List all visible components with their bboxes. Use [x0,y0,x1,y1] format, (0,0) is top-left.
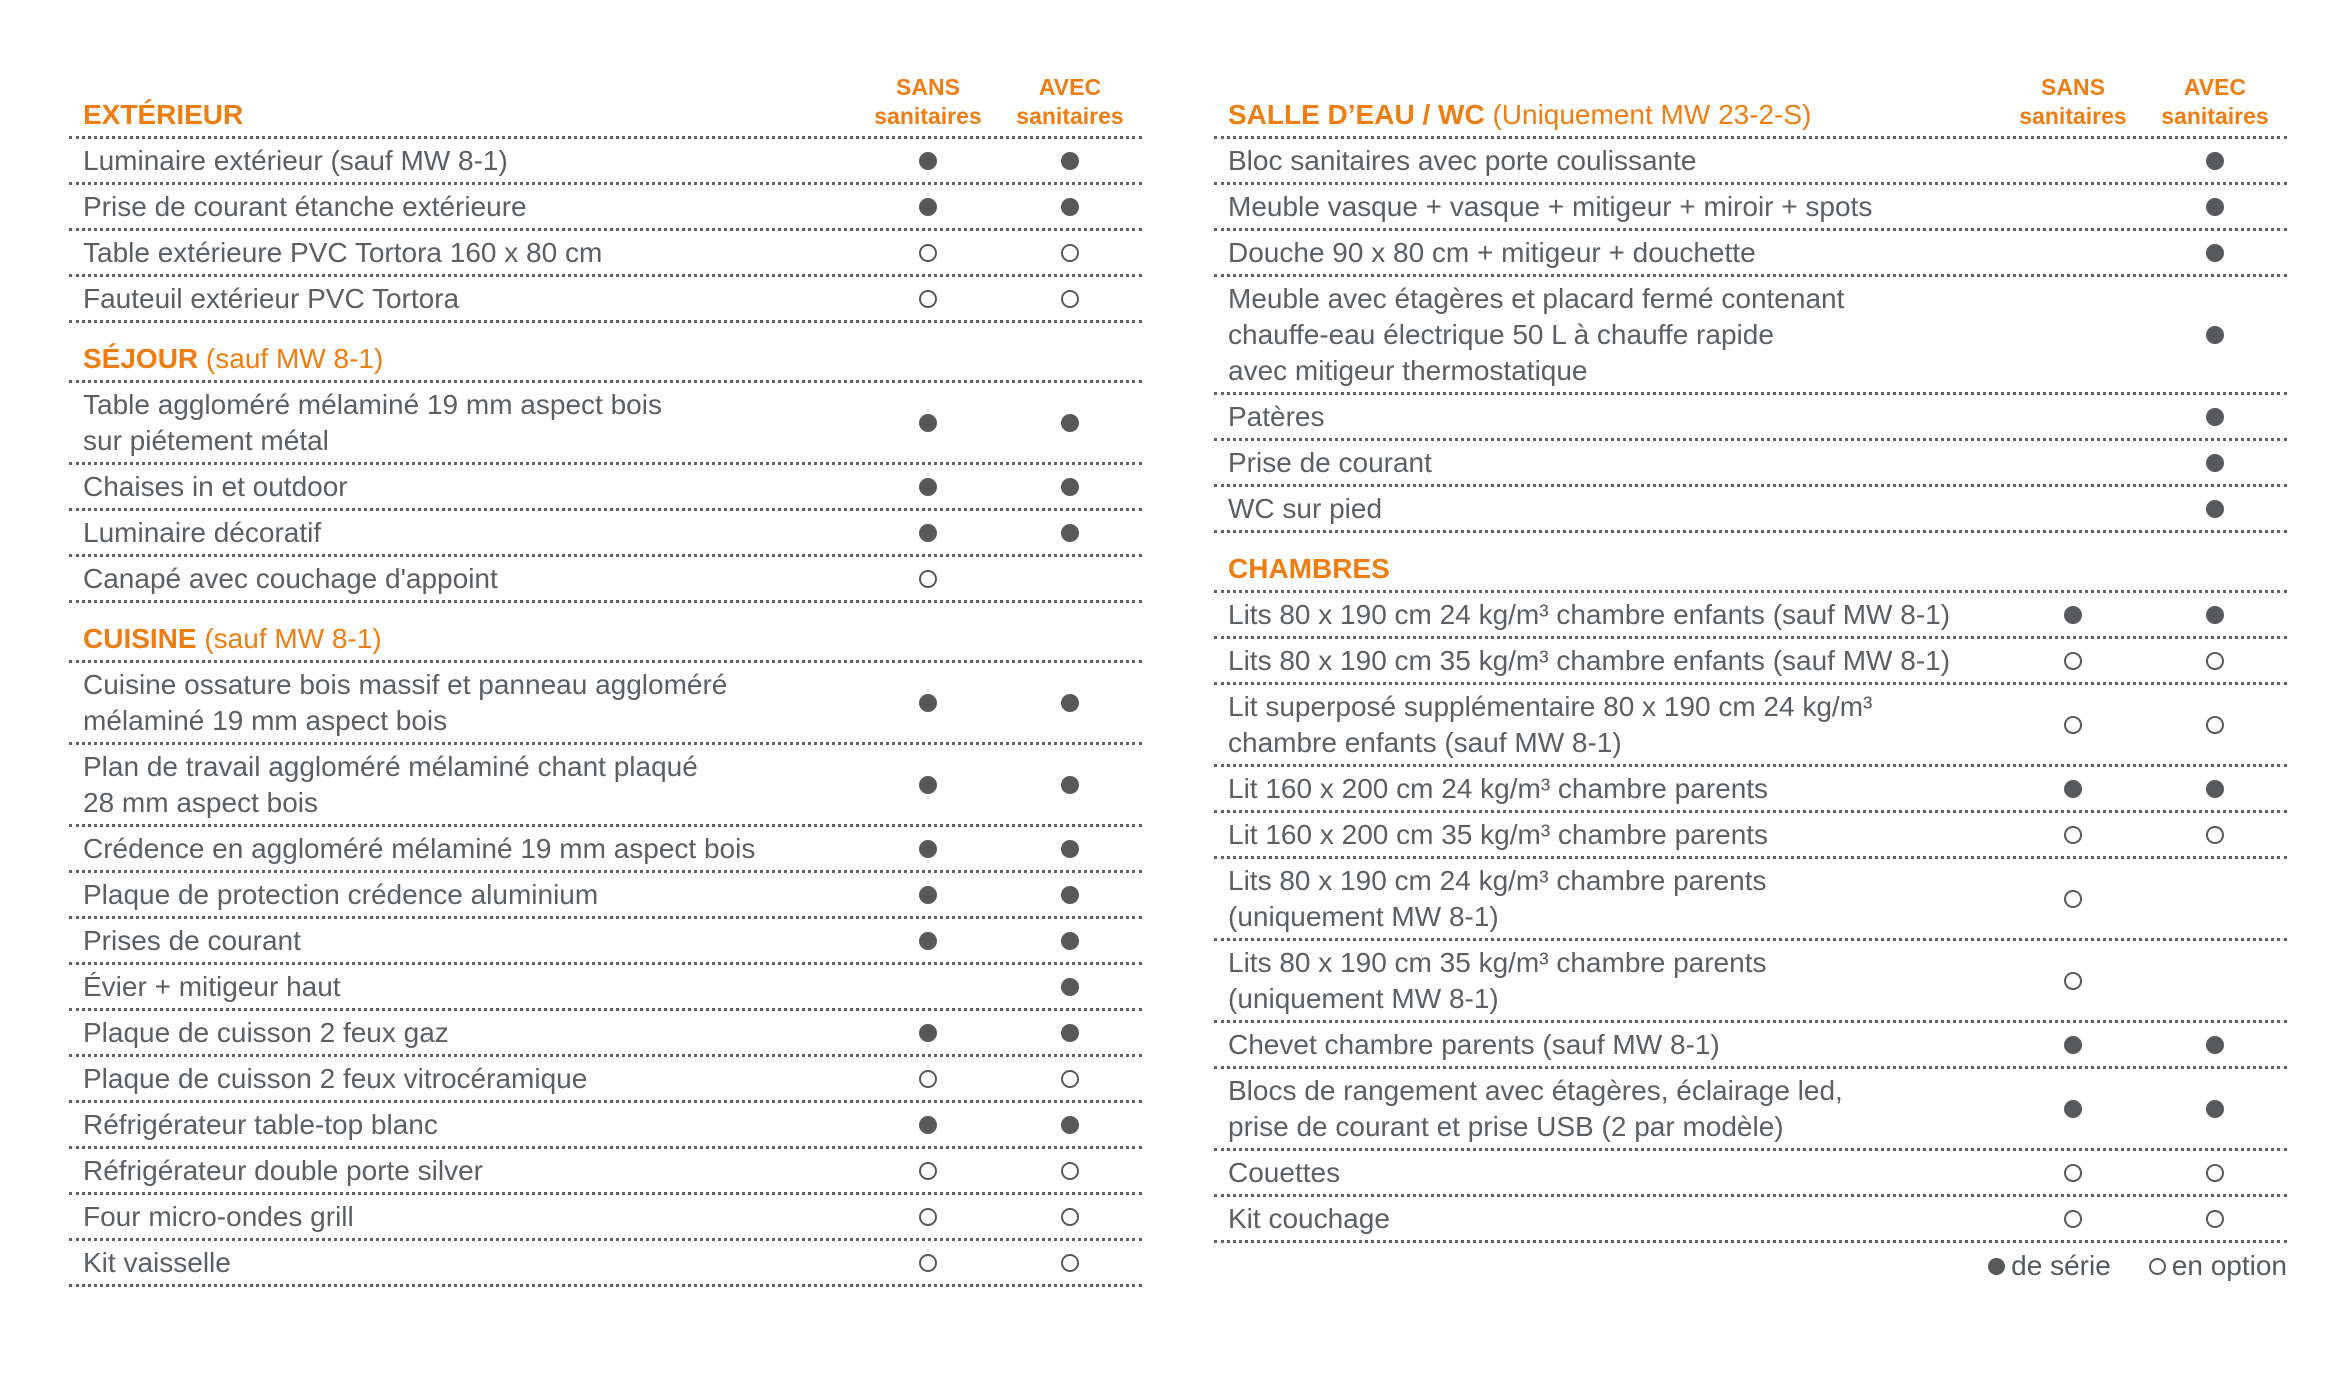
mark-sans [858,693,998,713]
column-header-avec [1000,73,1140,131]
row-label: Lits 80 x 190 cm 35 kg/m³ chambre parents (uniquement MW 8-1) [1228,946,1767,1014]
mark-avec [2145,453,2285,473]
row-label: Meuble vasque + vasque + mitigeur + miroir + spots [1228,190,1873,222]
row-label: Bloc sanitaires avec porte coulissante [1228,144,1697,176]
mark-avec [2145,1209,2285,1229]
mark-sans [2003,605,2143,625]
mark-sans [2003,1209,2143,1229]
mark-avec [2145,715,2285,735]
filled-dot-icon [1061,478,1079,496]
mark-avec [1000,931,1140,951]
table-row [69,1057,1142,1103]
hollow-dot-icon [2206,716,2224,734]
section-subtitle: (sauf MW 8-1) [196,623,382,654]
filled-dot-icon [919,198,937,216]
legend-option [2149,1250,2287,1282]
hollow-dot-icon [919,1208,937,1226]
column-header-sans-bottom: sanitaires [2019,103,2127,129]
filled-dot-icon [2064,1100,2082,1118]
hollow-dot-icon [1061,244,1079,262]
column-header-avec-top: AVEC [1038,74,1102,100]
filled-dot-icon [2064,606,2082,624]
mark-sans [858,243,998,263]
mark-sans [2003,1035,2143,1055]
filled-dot-icon [2206,1100,2224,1118]
hollow-dot-icon [2064,1164,2082,1182]
mark-sans [858,151,998,171]
table-row [1214,1023,2287,1069]
row-label: Luminaire extérieur (sauf MW 8-1) [83,144,508,176]
filled-dot-icon [1061,1116,1079,1134]
column-header-sans-bottom: sanitaires [874,103,982,129]
mark-sans [858,1161,998,1181]
filled-dot-icon [1061,776,1079,794]
filled-dot-icon [2206,198,2224,216]
hollow-dot-icon [2064,972,2082,990]
mark-avec [1000,1115,1140,1135]
row-label: Blocs de rangement avec étagères, éclairage led, prise de courant et prise USB (2 par modèle) [1228,1074,1843,1142]
mark-avec [1000,1207,1140,1227]
hollow-dot-icon [919,1162,937,1180]
filled-dot-icon [919,886,937,904]
mark-avec [1000,197,1140,217]
filled-dot-icon [1061,932,1079,950]
mark-avec [2145,325,2285,345]
hollow-dot-icon [919,570,937,588]
table-row [69,919,1142,965]
mark-sans [858,839,998,859]
hollow-dot-icon [919,1070,937,1088]
filled-dot-icon [2206,152,2224,170]
mark-avec [2145,651,2285,671]
row-label: Évier + mitigeur haut [83,970,341,1002]
table-row [69,465,1142,511]
filled-dot-icon [2206,500,2224,518]
mark-sans [858,289,998,309]
filled-dot-icon [1061,414,1079,432]
table-row [1214,593,2287,639]
filled-dot-icon [1061,524,1079,542]
row-label: Plaque de cuisson 2 feux gaz [83,1016,449,1048]
mark-sans [858,1023,998,1043]
filled-dot-icon [2206,780,2224,798]
mark-avec [1000,243,1140,263]
filled-dot-icon [2064,1036,2082,1054]
filled-dot-icon [919,478,937,496]
filled-dot-icon [1061,886,1079,904]
table-row [1214,941,2287,1023]
hollow-dot-icon [2064,826,2082,844]
row-label: Lit 160 x 200 cm 24 kg/m³ chambre parents [1228,772,1769,804]
column-header-avec-top: AVEC [2183,74,2247,100]
row-label: Chaises in et outdoor [83,470,348,502]
table-row [1214,185,2287,231]
mark-sans [2003,715,2143,735]
table-row [1214,395,2287,441]
table-row [69,185,1142,231]
legend-standard [1988,1250,2111,1282]
filled-dot-icon [919,414,937,432]
hollow-dot-icon [2206,826,2224,844]
table-row [69,1241,1142,1287]
hollow-dot-icon [2206,1210,2224,1228]
mark-sans [858,1207,998,1227]
table-row [69,1195,1142,1241]
filled-dot-icon [1061,152,1079,170]
filled-dot-icon [2206,244,2224,262]
mark-avec [1000,1161,1140,1181]
mark-avec [2145,499,2285,519]
table-row [69,277,1142,323]
table-row [1214,1069,2287,1151]
table-row [1214,685,2287,767]
column-header-sans-top: SANS [896,74,960,100]
section-subtitle: (Uniquement MW 23-2-S) [1484,99,1812,130]
row-label: Lit 160 x 200 cm 35 kg/m³ chambre parents [1228,818,1769,850]
hollow-dot-icon [919,244,937,262]
column-header-avec [2145,73,2285,131]
hollow-dot-icon [2149,1258,2166,1275]
mark-avec [1000,477,1140,497]
row-label: Prise de courant étanche extérieure [83,190,527,222]
section-header [69,70,1142,139]
filled-dot-icon [2064,780,2082,798]
hollow-dot-icon [1061,1162,1079,1180]
mark-avec [1000,693,1140,713]
mark-avec [2145,197,2285,217]
mark-avec [1000,839,1140,859]
mark-sans [2003,1099,2143,1119]
hollow-dot-icon [2064,652,2082,670]
section-title [1228,99,1811,131]
mark-sans [858,1069,998,1089]
legend [1988,1250,2287,1282]
mark-avec [2145,1163,2285,1183]
mark-avec [1000,1253,1140,1273]
filled-dot-icon [919,1116,937,1134]
mark-avec [1000,413,1140,433]
table-row [69,139,1142,185]
mark-sans [2003,971,2143,991]
table-row [1214,441,2287,487]
mark-sans [858,931,998,951]
row-label: Prises de courant [83,924,301,956]
mark-avec [2145,243,2285,263]
mark-sans [858,775,998,795]
hollow-dot-icon [1061,1070,1079,1088]
row-label: Réfrigérateur double porte silver [83,1154,483,1186]
row-label: Table aggloméré mélaminé 19 mm aspect bois sur piétement métal [83,388,662,456]
column-header-sans-top: SANS [2041,74,2105,100]
mark-sans [2003,825,2143,845]
table-row [1214,1151,2287,1197]
filled-dot-icon [2206,1036,2224,1054]
row-label: Kit couchage [1228,1202,1390,1234]
filled-dot-icon [919,524,937,542]
filled-dot-icon [1061,198,1079,216]
table-row [1214,639,2287,685]
table-row [69,663,1142,745]
filled-dot-icon [919,776,937,794]
mark-avec [1000,977,1140,997]
table-row [69,1011,1142,1057]
right-equipment-table [1214,70,2287,1243]
table-row [69,1103,1142,1149]
mark-sans [858,523,998,543]
section-title-text: SÉJOUR [83,343,199,374]
mark-sans [858,885,998,905]
mark-avec [2145,407,2285,427]
hollow-dot-icon [919,1254,937,1272]
filled-dot-icon [1061,978,1079,996]
section-title [1228,553,1390,585]
mark-sans [858,569,998,589]
mark-sans [858,413,998,433]
table-row [1214,767,2287,813]
section-header [1214,70,2287,139]
table-row [1214,139,2287,185]
hollow-dot-icon [2064,1210,2082,1228]
mark-sans [2003,651,2143,671]
mark-avec [1000,1069,1140,1089]
mark-avec [1000,151,1140,171]
mark-avec [1000,885,1140,905]
mark-avec [1000,775,1140,795]
section-header [69,603,1142,663]
row-label: Canapé avec couchage d'appoint [83,562,498,594]
table-row [69,557,1142,603]
table-row [1214,277,2287,395]
mark-avec [2145,605,2285,625]
filled-dot-icon [2206,454,2224,472]
row-label: Table extérieure PVC Tortora 160 x 80 cm [83,236,603,268]
section-header [69,323,1142,383]
filled-dot-icon [2206,326,2224,344]
table-row [69,965,1142,1011]
table-row [69,383,1142,465]
mark-sans [858,1253,998,1273]
row-label: Lits 80 x 190 cm 24 kg/m³ chambre parents (uniquement MW 8-1) [1228,864,1767,932]
hollow-dot-icon [2206,1164,2224,1182]
filled-dot-icon [919,932,937,950]
row-label: Lit superposé supplémentaire 80 x 190 cm 24 kg/m³ chambre enfants (sauf MW 8-1) [1228,690,1873,758]
table-row [69,1149,1142,1195]
filled-dot-icon [1061,694,1079,712]
mark-sans [858,477,998,497]
table-row [1214,487,2287,533]
section-title [83,99,243,131]
row-label: Patères [1228,400,1325,432]
section-title-text: CHAMBRES [1228,553,1390,584]
mark-avec [1000,1023,1140,1043]
row-label: Kit vaisselle [83,1246,231,1278]
filled-dot-icon [1061,1024,1079,1042]
table-row [69,827,1142,873]
row-label: Plaque de cuisson 2 feux vitrocéramique [83,1062,588,1094]
row-label: WC sur pied [1228,492,1383,524]
section-header [1214,533,2287,593]
filled-dot-icon [1061,840,1079,858]
section-title-text: EXTÉRIEUR [83,99,244,130]
row-label: Fauteuil extérieur PVC Tortora [83,282,460,314]
section-title [83,623,382,655]
row-label: Lits 80 x 190 cm 35 kg/m³ chambre enfants (sauf MW 8-1) [1228,644,1951,676]
row-label: Plan de travail aggloméré mélaminé chant plaqué 28 mm aspect bois [83,750,698,818]
legend-option-label: en option [2171,1250,2287,1281]
row-label: Lits 80 x 190 cm 24 kg/m³ chambre enfants (sauf MW 8-1) [1228,598,1951,630]
column-header-avec-bottom: sanitaires [2161,103,2269,129]
filled-dot-icon [919,1024,937,1042]
left-equipment-table [69,70,1142,1287]
hollow-dot-icon [2206,652,2224,670]
filled-dot-icon [1988,1258,2005,1275]
legend-standard-label: de série [2011,1250,2111,1281]
mark-sans [858,1115,998,1135]
filled-dot-icon [919,840,937,858]
table-row [69,745,1142,827]
row-label: Couettes [1228,1156,1341,1188]
hollow-dot-icon [919,290,937,308]
row-label: Douche 90 x 80 cm + mitigeur + douchette [1228,236,1756,268]
table-row [1214,859,2287,941]
hollow-dot-icon [2064,716,2082,734]
row-label: Cuisine ossature bois massif et panneau aggloméré mélaminé 19 mm aspect bois [83,668,728,736]
section-subtitle: (sauf MW 8-1) [198,343,384,374]
section-title-text: CUISINE [83,623,197,654]
row-label: Four micro-ondes grill [83,1200,354,1232]
table-row [1214,813,2287,859]
table-row [1214,231,2287,277]
hollow-dot-icon [1061,1208,1079,1226]
filled-dot-icon [919,152,937,170]
row-label: Luminaire décoratif [83,516,322,548]
filled-dot-icon [2206,408,2224,426]
mark-sans [2003,889,2143,909]
mark-avec [2145,825,2285,845]
mark-avec [2145,1035,2285,1055]
mark-avec [2145,151,2285,171]
mark-avec [2145,1099,2285,1119]
table-row [1214,1197,2287,1243]
mark-sans [2003,1163,2143,1183]
section-title [83,343,383,375]
row-label: Chevet chambre parents (sauf MW 8-1) [1228,1028,1720,1060]
hollow-dot-icon [1061,1254,1079,1272]
mark-sans [858,197,998,217]
filled-dot-icon [919,694,937,712]
row-label: Plaque de protection crédence aluminium [83,878,599,910]
mark-avec [2145,779,2285,799]
mark-avec [1000,523,1140,543]
mark-avec [1000,289,1140,309]
row-label: Meuble avec étagères et placard fermé contenant chauffe-eau électrique 50 L à chauffe rapide avec mitigeur thermostatique [1228,282,1845,386]
section-title-text: SALLE D’EAU / WC [1228,99,1485,130]
row-label: Réfrigérateur table-top blanc [83,1108,438,1140]
column-header-sans [858,73,998,131]
row-label: Crédence en aggloméré mélaminé 19 mm aspect bois [83,832,756,864]
column-header-sans [2003,73,2143,131]
row-label: Prise de courant [1228,446,1432,478]
hollow-dot-icon [1061,290,1079,308]
table-row [69,873,1142,919]
hollow-dot-icon [2064,890,2082,908]
column-header-avec-bottom: sanitaires [1016,103,1124,129]
mark-sans [2003,779,2143,799]
table-row [69,231,1142,277]
table-row [69,511,1142,557]
filled-dot-icon [2206,606,2224,624]
